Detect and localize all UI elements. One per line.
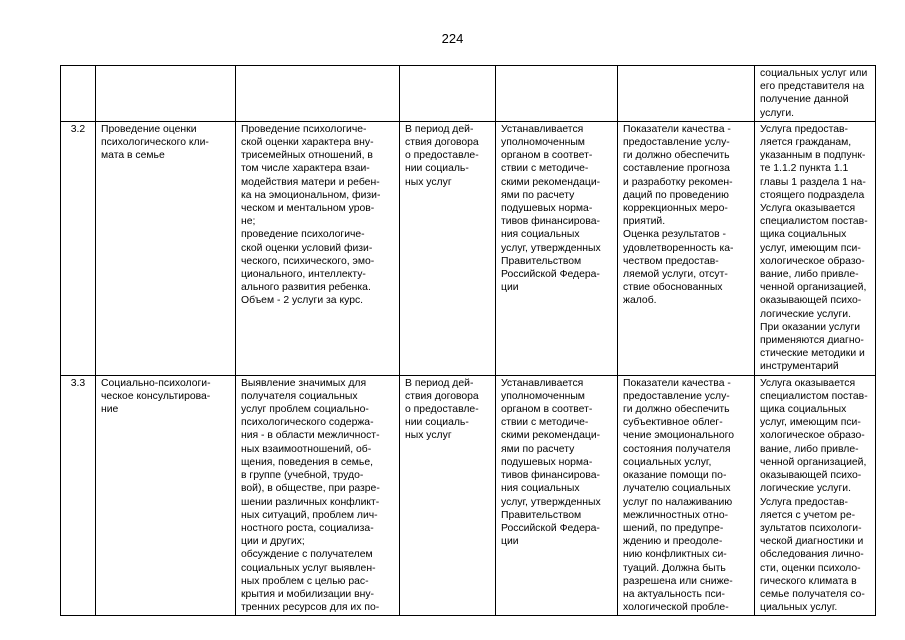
cell-norms: Устанавливается уполномоченным органом в соответ- ствии с методиче- скими рекомендаци- ями по расчету подушевых норма- тивов финансирова- ния социальных услуг, утвержденных Правительством Российской Федера- ции: [496, 121, 618, 375]
page-number: 224: [441, 31, 464, 46]
table-row-continuation: [61, 66, 876, 122]
cell-service-name: Социально-психологи- ческое консультирова- ние: [96, 375, 236, 616]
cell-service-name: Проведение оценки психологического кли- мата в семье: [96, 121, 236, 375]
cell-conditions: Услуга оказывается специалистом постав- щика социальных услуг, имеющим пси- хологическое образо- вание, либо привле- ченной организацией, оказывающей психо- логические услуги. Услуга предостав- ляется с учетом ре- зультатов психологи- ческой диагностики и обследования лично- сти, оценки психоло- гического климата в семье получателя со- циальных услуг.: [755, 375, 876, 616]
cell-conditions: Услуга предостав- ляется гражданам, указанным в подпунк- те 1.1.2 пункта 1.1 главы 1 раздела 1 на- стоящего подраздела Услуга оказывается специалистом постав- щика социальных услуг, имеющим пси- хологическое образо- вание, либо привле- ченной организацией, оказывающей психо- логические услуги. При оказании услуги применяются диагно- стические методики и инструментарий: [755, 121, 876, 375]
cell-conditions: социальных услуг или его представителя на получение данной услуги.: [755, 66, 876, 122]
cell-quality: [618, 66, 755, 122]
cell-service-description: Проведение психологиче- ской оценки характера вну- трисемейных отношений, в том числе характера взаи- модействия матери и ребен- ка на эмоциональном, физи- ческом и ментальном уров- не; проведение психологиче- ской оценки условий физи- ческого, психического, эмо- ционального, интеллекту- ального развития ребенка. Объем - 2 услуги за курс.: [236, 121, 400, 375]
cell-service-description: [236, 66, 400, 122]
table-row: [61, 121, 876, 375]
table-row: [61, 375, 876, 616]
cell-quality: Показатели качества - предоставление услу- ги должно обеспечить составление прогноза и разработку рекомен- даций по проведению коррекционных меро- приятий. Оценка результатов - удовлетворенность ка- чеством предостав- ляемой услуги, отсут- ствие обоснованных жалоб.: [618, 121, 755, 375]
cell-number: [61, 66, 96, 122]
cell-service-description: Выявление значимых для получателя социальных услуг проблем социально- психологического содержа- ния - в области межличност- ных взаимоотношений, об- щения, поведения в семье, в группе (учебной, трудо- вой), в обществе, при разре- шении различных конфликт- ных ситуаций, проблем лич- ностного роста, социализа- ции и других; обсуждение с получателем социальных услуг выявлен- ных проблем с целью рас- крытия и мобилизации вну- тренних ресурсов для их по-: [236, 375, 400, 616]
cell-number: 3.2: [61, 121, 96, 375]
cell-number: 3.3: [61, 375, 96, 616]
cell-quality: Показатели качества - предоставление услу- ги должно обеспечить субъективное облег- чение эмоционального состояния получателя социальных услуг, оказание помощи по- лучателю социальных услуг по налаживанию межличностных отно- шений, по предупре- ждению и преодоле- нию конфликтных си- туаций. Должна быть разрешена или сниже- на актуальность пси- хологической пробле-: [618, 375, 755, 616]
services-table: [60, 65, 876, 616]
cell-service-name: [96, 66, 236, 122]
cell-deadline: [400, 66, 496, 122]
cell-deadline: В период дей- ствия договора о предоставле- нии социаль- ных услуг: [400, 121, 496, 375]
cell-norms: Устанавливается уполномоченным органом в соответ- ствии с методиче- скими рекомендаци- ями по расчету подушевых норма- тивов финансирова- ния социальных услуг, утвержденных Правительством Российской Федера- ции: [496, 375, 618, 616]
cell-norms: [496, 66, 618, 122]
cell-deadline: В период дей- ствия договора о предоставле- нии социаль- ных услуг: [400, 375, 496, 616]
